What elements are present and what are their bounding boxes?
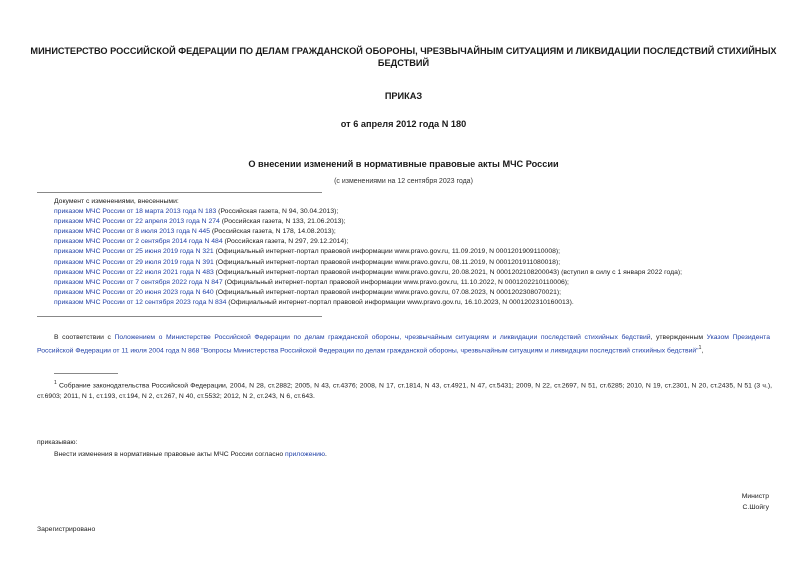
footnote-divider	[54, 373, 118, 374]
document-date-number: от 6 апреля 2012 года N 180	[340, 119, 467, 129]
list-item	[54, 278, 794, 288]
amendment-source: (Официальный интернет-портал правовой информации www.pravo.gov.ru, 08.11.2019, N 0001201911080018);	[213, 258, 561, 266]
amendment-source: (Официальный интернет-портал правовой информации www.pravo.gov.ru, 11.10.2022, N 0001202210110006);	[222, 278, 569, 286]
list-item	[54, 268, 794, 278]
basis-middle: , утвержденным	[650, 334, 707, 341]
list-item	[54, 258, 794, 268]
document-subject: О внесении изменений в нормативные правовые акты МЧС России	[248, 159, 559, 169]
divider-top	[37, 192, 322, 193]
footnote-mark: 1	[698, 345, 702, 351]
registration-note: Зарегистрировано	[37, 526, 96, 533]
amendment-link[interactable]: приказом МЧС России от 22 июля 2021 года N 483	[54, 268, 214, 276]
footnote-number: 1	[54, 380, 57, 386]
list-item	[54, 288, 794, 298]
amendment-link[interactable]: приказом МЧС России от 8 июля 2013 года N 445	[54, 228, 210, 236]
footnote-text: Собрание законодательства Российской Федерации, 2004, N 28, ст.2882; 2005, N 43, ст.4376; 2008, N 17, ст.1814, N 43, ст.4921, N 47, ст.5431; 2009, N 22, ст.2697, N 51, ст.6285; 2010, N 19, ст.2301, N 20, ст.2435, N 51 (3 ч.), ст.6903; 2011, N 1, ст.193, ст.194, N 2, ст.267, N 40, ст.5532; 2012, N 2, ст.243, N 6, ст.643.	[37, 382, 772, 400]
legal-basis-paragraph	[37, 333, 770, 356]
order-text-prefix: Внести изменения в нормативные правовые акты МЧС России согласно	[54, 451, 286, 458]
appendix-link[interactable]: приложению	[285, 451, 326, 458]
amendment-link[interactable]: приказом МЧС России от 7 сентября 2022 года N 847	[54, 278, 223, 286]
amendment-source: (Российская газета, N 133, 21.06.2013);	[219, 218, 346, 226]
list-item	[54, 217, 794, 227]
changes-list	[54, 197, 794, 308]
amendment-link[interactable]: приказом МЧС России от 18 марта 2013 года N 183	[54, 208, 217, 216]
amendment-link[interactable]: приказом МЧС России от 12 сентября 2023 года N 834	[54, 298, 227, 306]
order-text	[54, 451, 327, 458]
amendment-source: (Российская газета, N 297, 29.12.2014);	[222, 238, 349, 246]
ministry-title: МИНИСТЕРСТВО РОССИЙСКОЙ ФЕДЕРАЦИИ ПО ДЕЛАМ ГРАЖДАНСКОЙ ОБОРОНЫ, ЧРЕЗВЫЧАЙНЫМ СИТУАЦИЯМ И ЛИКВИДАЦИИ ПОСЛЕДСТВИЙ СТИХИЙНЫХ БЕДСТВИЙ	[30, 46, 777, 68]
amendment-source: (Российская газета, N 94, 30.04.2013);	[216, 208, 339, 216]
signer-name: С.Шойгу	[742, 503, 769, 511]
amendment-source: (Официальный интернет-портал правовой информации www.pravo.gov.ru, 16.10.2023, N 0001202310160013).	[226, 298, 574, 306]
document-type: ПРИКАЗ	[384, 91, 423, 101]
list-item	[54, 237, 794, 247]
amendment-source: (Официальный интернет-портал правовой информации www.pravo.gov.ru, 20.08.2021, N 0001202108200043) (вступил в силу с 1 января 2022 года);	[213, 268, 683, 276]
changes-intro: Документ с изменениями, внесенными:	[54, 198, 179, 205]
order-text-suffix: .	[325, 451, 327, 458]
decree-link[interactable]: Указом Президента Российской Федерации от 11 июля 2004 года N 868 "Вопросы Министерства Российской Федерации по делам гражданской обороны, чрезвычайным ситуациям и ликвидации последствий стихийных бедствий"	[37, 334, 771, 355]
list-item	[54, 298, 794, 308]
signature-block	[742, 492, 769, 513]
list-item	[54, 207, 794, 217]
amendment-source: (Официальный интернет-портал правовой информации www.pravo.gov.ru, 11.09.2019, N 0001201909110008);	[213, 248, 561, 256]
list-item	[54, 227, 794, 237]
order-word: приказываю:	[37, 439, 78, 446]
divider-bottom	[37, 316, 322, 317]
amendment-link[interactable]: приказом МЧС России от 29 июля 2019 года N 391	[54, 258, 214, 266]
amendment-source: (Официальный интернет-портал правовой информации www.pravo.gov.ru, 07.08.2023, N 0001202308070021);	[213, 288, 562, 296]
footnote	[37, 378, 772, 402]
basis-prefix: В соответствии с	[54, 334, 115, 341]
amendment-link[interactable]: приказом МЧС России от 22 апреля 2013 года N 274	[54, 218, 220, 226]
amendment-link[interactable]: приказом МЧС России от 2 сентября 2014 года N 484	[54, 238, 223, 246]
amendment-link[interactable]: приказом МЧС России от 25 июня 2019 года N 321	[54, 248, 214, 256]
basis-suffix: ,	[701, 347, 704, 355]
signer-position: Министр	[741, 493, 769, 500]
edition-note: (с изменениями на 12 сентября 2023 года)	[334, 178, 473, 185]
amendment-source: (Российская газета, N 178, 14.08.2013);	[210, 228, 336, 236]
list-item	[54, 247, 794, 257]
amendment-link[interactable]: приказом МЧС России от 20 июня 2023 года N 640	[54, 288, 214, 296]
regulation-link[interactable]: Положением о Министерстве Российской Федерации по делам гражданской обороны, чрезвычайным ситуациям и ликвидации последствий стихийных бедствий	[114, 334, 651, 341]
